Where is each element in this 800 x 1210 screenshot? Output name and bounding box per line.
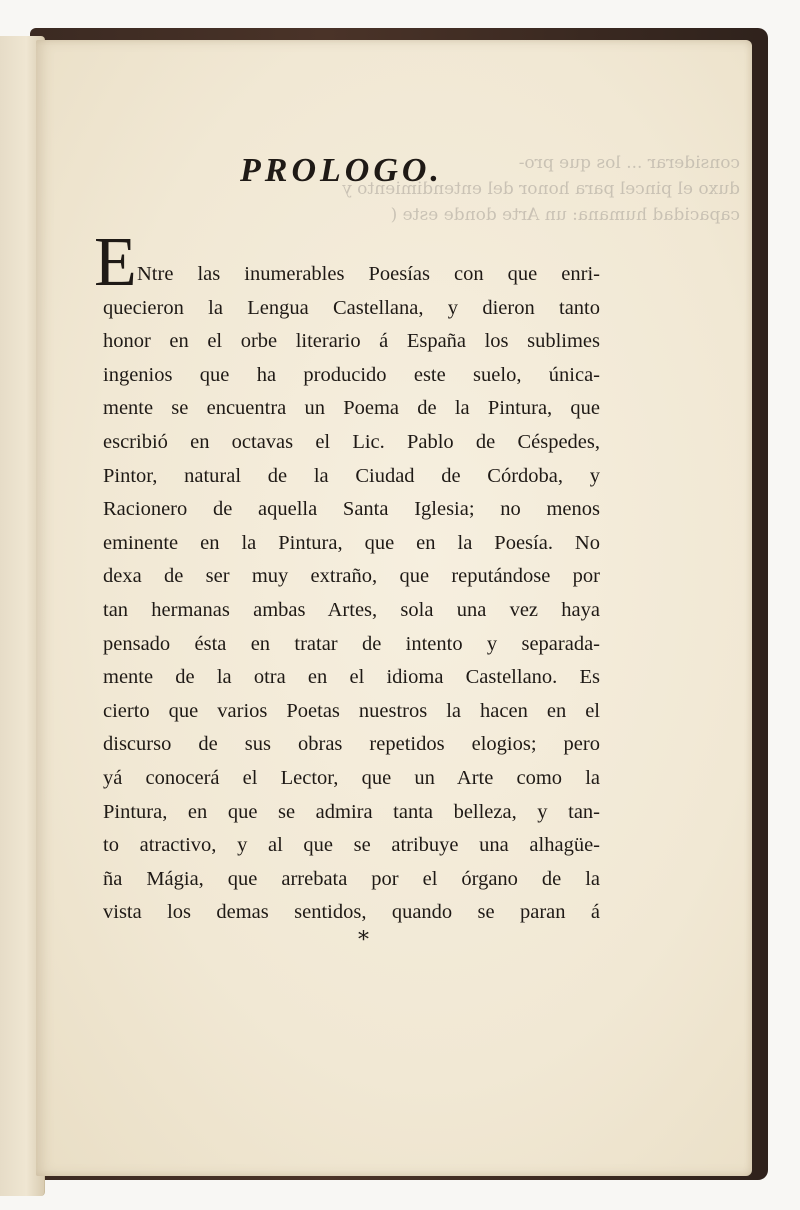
show-through-line: considerar ... los que pro- [518, 153, 740, 173]
text-line: Racionero de aquella Santa Iglesia; no menos [103, 498, 600, 521]
text-line: mente de la otra en el idioma Castellano. Es [103, 666, 600, 689]
text-line: discurso de sus obras repetidos elogios; pero [103, 733, 600, 756]
text-line: ingenios que ha producido este suelo, única- [103, 363, 600, 386]
text-line: quecieron la Lengua Castellana, y dieron tanto [103, 296, 600, 319]
text-line: to atractivo, y al que se atribuye una alhagüe- [103, 834, 600, 857]
text-line: cierto que varios Poetas nuestros la hacen en el [103, 699, 600, 722]
text-line: yá conocerá el Lector, que un Arte como la [103, 766, 600, 789]
show-through-line: capacidad humana: un Arte donde este ( [390, 205, 740, 225]
page-title: PROLOGO. [240, 152, 443, 189]
text-line: escribió en octavas el Lic. Pablo de Céspedes, [103, 430, 600, 453]
text-line: mente se encuentra un Poema de la Pintura, que [103, 397, 600, 420]
signature-mark: * [358, 928, 369, 953]
text-line: Ntre las inumerables Poesías con que enri- [137, 263, 600, 285]
text-line: ña Mágia, que arrebata por el órgano de la [103, 867, 600, 890]
text-line: dexa de ser muy extraño, que reputándose por [103, 565, 600, 588]
body-text [103, 258, 600, 930]
text-line: tan hermanas ambas Artes, sola una vez haya [103, 598, 600, 621]
show-through-line: duxo el pincel para honor del entendimiento y [342, 179, 740, 199]
text-line: pensado ésta en tratar de intento y separada- [103, 632, 600, 655]
text-line: Pintor, natural de la Ciudad de Córdoba, y [103, 464, 600, 487]
text-line: eminente en la Pintura, que en la Poesía. No [103, 531, 600, 554]
drop-cap: E [94, 224, 137, 301]
text-line: Pintura, en que se admira tanta belleza, y tan- [103, 800, 600, 823]
text-line: honor en el orbe literario á España los sublimes [103, 330, 600, 353]
text-line: vista los demas sentidos, quando se paran á [103, 901, 600, 924]
